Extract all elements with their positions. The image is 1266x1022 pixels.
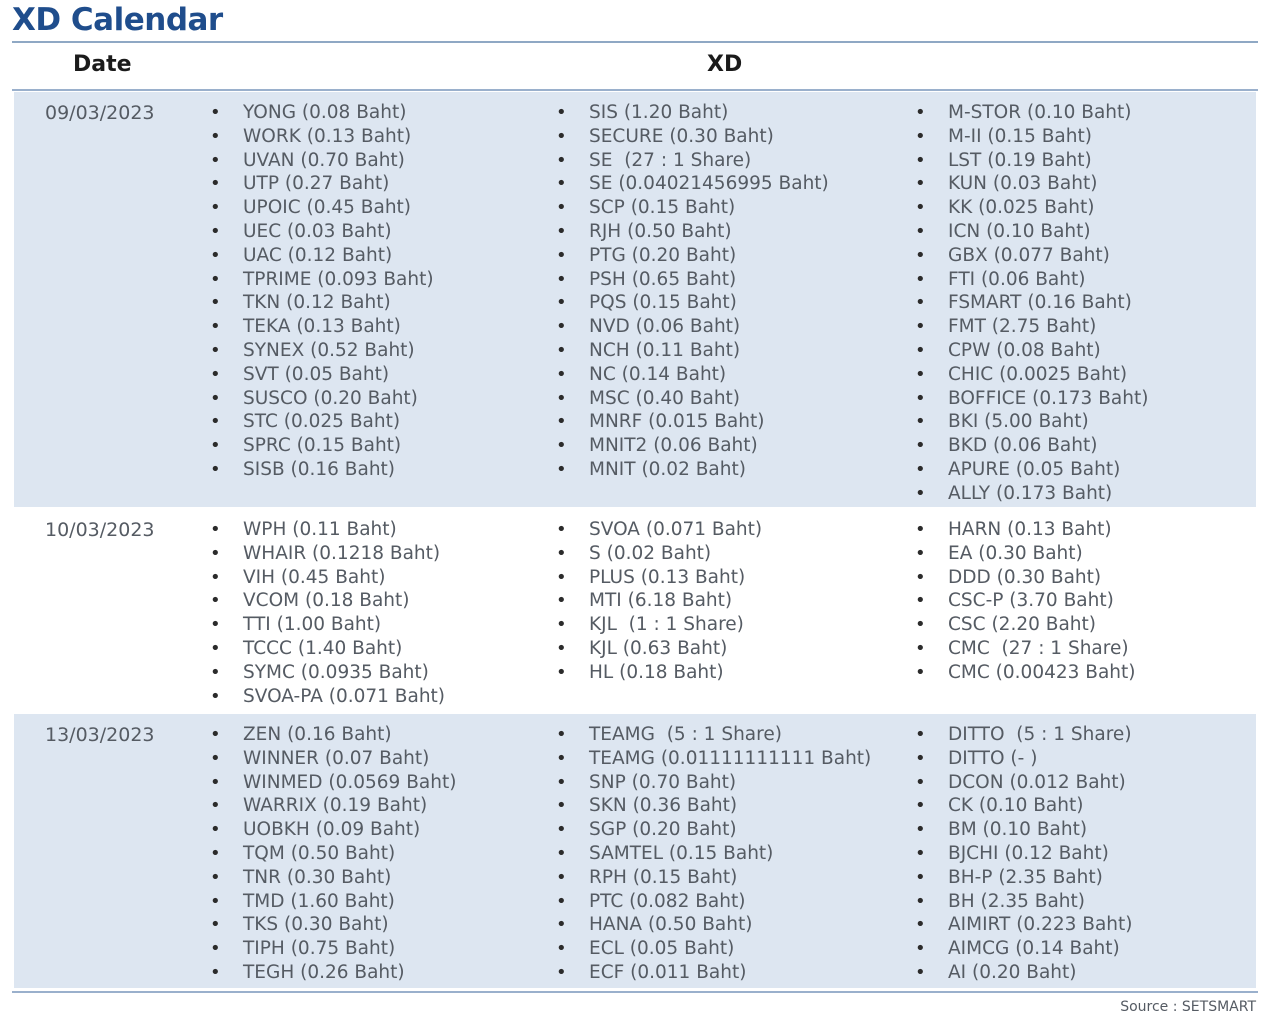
xd-item: • BH-P (2.35 Baht) xyxy=(915,866,1133,890)
xd-section xyxy=(14,509,1256,713)
xd-item: • M-STOR (0.10 Baht) xyxy=(915,101,1148,125)
xd-item: • FMT (2.75 Baht) xyxy=(915,315,1148,339)
xd-item: • APURE (0.05 Baht) xyxy=(915,458,1148,482)
xd-item: • NCH (0.11 Baht) xyxy=(556,339,829,363)
xd-item: • BOFFICE (0.173 Baht) xyxy=(915,387,1148,411)
xd-item: • TIPH (0.75 Baht) xyxy=(210,937,456,961)
xd-list xyxy=(210,101,434,482)
xd-list xyxy=(210,723,456,985)
xd-item: • SVT (0.05 Baht) xyxy=(210,363,434,387)
xd-item: • MTI (6.18 Baht) xyxy=(556,589,762,613)
xd-item: • PLUS (0.13 Baht) xyxy=(556,566,762,590)
xd-item: • HANA (0.50 Baht) xyxy=(556,913,871,937)
xd-item: • WPH (0.11 Baht) xyxy=(210,518,445,542)
xd-item: • SE (27 : 1 Share) xyxy=(556,149,829,173)
xd-list xyxy=(915,518,1136,685)
xd-item: • TQM (0.50 Baht) xyxy=(210,842,456,866)
xd-item: • ICN (0.10 Baht) xyxy=(915,220,1148,244)
xd-item: • WHAIR (0.1218 Baht) xyxy=(210,542,445,566)
xd-item: • TKN (0.12 Baht) xyxy=(210,291,434,315)
xd-item: • KJL (1 : 1 Share) xyxy=(556,613,762,637)
xd-item: • SAMTEL (0.15 Baht) xyxy=(556,842,871,866)
xd-item: • HL (0.18 Baht) xyxy=(556,661,762,685)
header-date: Date xyxy=(73,52,132,77)
xd-item: • TMD (1.60 Baht) xyxy=(210,890,456,914)
section-date: 09/03/2023 xyxy=(45,102,155,124)
xd-list xyxy=(556,518,762,685)
xd-item: • STC (0.025 Baht) xyxy=(210,410,434,434)
xd-item: • SVOA-PA (0.071 Baht) xyxy=(210,685,445,709)
xd-item: • SYNEX (0.52 Baht) xyxy=(210,339,434,363)
xd-item: • CMC (0.00423 Baht) xyxy=(915,661,1136,685)
xd-item: • MNIT (0.02 Baht) xyxy=(556,458,829,482)
xd-item: • SUSCO (0.20 Baht) xyxy=(210,387,434,411)
xd-item: • BJCHI (0.12 Baht) xyxy=(915,842,1133,866)
section-date: 10/03/2023 xyxy=(45,519,155,541)
section-date: 13/03/2023 xyxy=(45,724,155,746)
xd-item: • SNP (0.70 Baht) xyxy=(556,771,871,795)
xd-item: • UVAN (0.70 Baht) xyxy=(210,149,434,173)
xd-item: • DITTO (5 : 1 Share) xyxy=(915,723,1133,747)
xd-item: • SIS (1.20 Baht) xyxy=(556,101,829,125)
xd-item: • AI (0.20 Baht) xyxy=(915,961,1133,985)
xd-item: • WINMED (0.0569 Baht) xyxy=(210,771,456,795)
xd-item: • KK (0.025 Baht) xyxy=(915,196,1148,220)
xd-item: • KJL (0.63 Baht) xyxy=(556,637,762,661)
xd-item: • BKI (5.00 Baht) xyxy=(915,410,1148,434)
xd-item: • CSC (2.20 Baht) xyxy=(915,613,1136,637)
xd-item: • DITTO (- ) xyxy=(915,747,1133,771)
xd-list xyxy=(556,101,829,482)
xd-item: • CK (0.10 Baht) xyxy=(915,794,1133,818)
xd-item: • UAC (0.12 Baht) xyxy=(210,244,434,268)
xd-item: • FTI (0.06 Baht) xyxy=(915,268,1148,292)
title-divider xyxy=(12,41,1258,43)
xd-item: • VIH (0.45 Baht) xyxy=(210,566,445,590)
xd-item: • UEC (0.03 Baht) xyxy=(210,220,434,244)
xd-item: • YONG (0.08 Baht) xyxy=(210,101,434,125)
xd-item: • TCCC (1.40 Baht) xyxy=(210,637,445,661)
xd-item: • ECL (0.05 Baht) xyxy=(556,937,871,961)
xd-item: • UTP (0.27 Baht) xyxy=(210,172,434,196)
xd-item: • AIMCG (0.14 Baht) xyxy=(915,937,1133,961)
xd-item: • CMC (27 : 1 Share) xyxy=(915,637,1136,661)
xd-item: • TKS (0.30 Baht) xyxy=(210,913,456,937)
xd-item: • MSC (0.40 Baht) xyxy=(556,387,829,411)
xd-section xyxy=(14,92,1256,507)
xd-item: • WARRIX (0.19 Baht) xyxy=(210,794,456,818)
xd-item: • S (0.02 Baht) xyxy=(556,542,762,566)
xd-item: • VCOM (0.18 Baht) xyxy=(210,589,445,613)
xd-item: • ZEN (0.16 Baht) xyxy=(210,723,456,747)
source-note: Source : SETSMART xyxy=(1120,999,1256,1015)
xd-item: • SISB (0.16 Baht) xyxy=(210,458,434,482)
page-title: XD Calendar xyxy=(12,2,223,38)
xd-list xyxy=(915,723,1133,985)
xd-item: • EA (0.30 Baht) xyxy=(915,542,1136,566)
xd-list xyxy=(915,101,1148,506)
xd-item: • CSC-P (3.70 Baht) xyxy=(915,589,1136,613)
xd-item: • LST (0.19 Baht) xyxy=(915,149,1148,173)
xd-item: • BH (2.35 Baht) xyxy=(915,890,1133,914)
xd-item: • SKN (0.36 Baht) xyxy=(556,794,871,818)
xd-item: • KUN (0.03 Baht) xyxy=(915,172,1148,196)
xd-item: • TEGH (0.26 Baht) xyxy=(210,961,456,985)
xd-item: • BM (0.10 Baht) xyxy=(915,818,1133,842)
xd-item: • M-II (0.15 Baht) xyxy=(915,125,1148,149)
xd-item: • PQS (0.15 Baht) xyxy=(556,291,829,315)
xd-item: • TEAMG (5 : 1 Share) xyxy=(556,723,871,747)
xd-item: • FSMART (0.16 Baht) xyxy=(915,291,1148,315)
xd-item: • SYMC (0.0935 Baht) xyxy=(210,661,445,685)
xd-item: • PTG (0.20 Baht) xyxy=(556,244,829,268)
xd-item: • ALLY (0.173 Baht) xyxy=(915,482,1148,506)
xd-item: • UPOIC (0.45 Baht) xyxy=(210,196,434,220)
xd-item: • GBX (0.077 Baht) xyxy=(915,244,1148,268)
xd-item: • SECURE (0.30 Baht) xyxy=(556,125,829,149)
xd-item: • PTC (0.082 Baht) xyxy=(556,890,871,914)
xd-item: • CHIC (0.0025 Baht) xyxy=(915,363,1148,387)
xd-item: • TNR (0.30 Baht) xyxy=(210,866,456,890)
xd-list xyxy=(210,518,445,708)
xd-section xyxy=(14,714,1256,988)
xd-item: • NVD (0.06 Baht) xyxy=(556,315,829,339)
xd-item: • NC (0.14 Baht) xyxy=(556,363,829,387)
xd-list xyxy=(556,723,871,985)
xd-item: • SPRC (0.15 Baht) xyxy=(210,434,434,458)
xd-item: • SE (0.04021456995 Baht) xyxy=(556,172,829,196)
xd-item: • RPH (0.15 Baht) xyxy=(556,866,871,890)
xd-item: • DDD (0.30 Baht) xyxy=(915,566,1136,590)
xd-item: • RJH (0.50 Baht) xyxy=(556,220,829,244)
xd-item: • TEAMG (0.01111111111 Baht) xyxy=(556,747,871,771)
xd-item: • SCP (0.15 Baht) xyxy=(556,196,829,220)
xd-item: • WINNER (0.07 Baht) xyxy=(210,747,456,771)
xd-item: • UOBKH (0.09 Baht) xyxy=(210,818,456,842)
xd-item: • MNRF (0.015 Baht) xyxy=(556,410,829,434)
footer-divider xyxy=(12,991,1258,993)
xd-item: • PSH (0.65 Baht) xyxy=(556,268,829,292)
xd-item: • SGP (0.20 Baht) xyxy=(556,818,871,842)
xd-item: • SVOA (0.071 Baht) xyxy=(556,518,762,542)
header-xd: XD xyxy=(707,52,743,77)
xd-item: • HARN (0.13 Baht) xyxy=(915,518,1136,542)
xd-item: • AIMIRT (0.223 Baht) xyxy=(915,913,1133,937)
xd-item: • WORK (0.13 Baht) xyxy=(210,125,434,149)
xd-item: • TTI (1.00 Baht) xyxy=(210,613,445,637)
xd-item: • TPRIME (0.093 Baht) xyxy=(210,268,434,292)
xd-item: • MNIT2 (0.06 Baht) xyxy=(556,434,829,458)
xd-item: • TEKA (0.13 Baht) xyxy=(210,315,434,339)
xd-item: • ECF (0.011 Baht) xyxy=(556,961,871,985)
header-divider xyxy=(12,89,1258,91)
xd-item: • DCON (0.012 Baht) xyxy=(915,771,1133,795)
xd-item: • CPW (0.08 Baht) xyxy=(915,339,1148,363)
xd-item: • BKD (0.06 Baht) xyxy=(915,434,1148,458)
